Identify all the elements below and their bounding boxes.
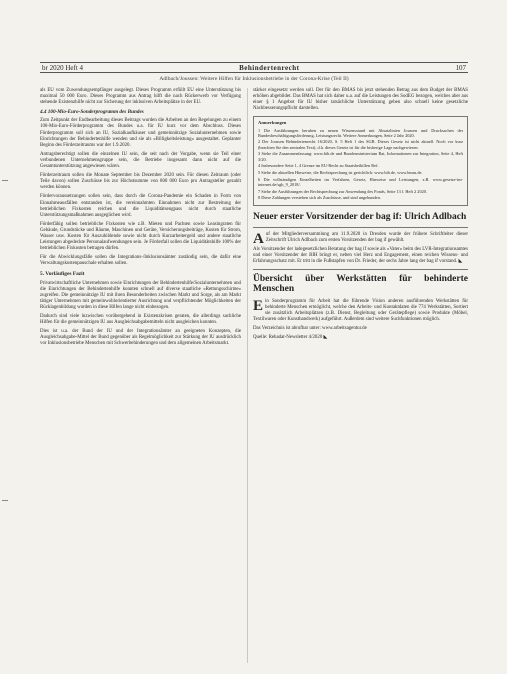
- header-journal-title: Behindertenrecht: [239, 63, 300, 72]
- intro-paragraph: als EU vom Zuwendungsempfänger ausgelegt. Dieses Programm erfüllt EU eine Unterstützung bis maximal 50 000 Euro. Dieses Programm aus Antrag hilft die nach Rückerwerb vor Verfügung stehende Existenzhilfe nicht zur Sicherung der inklusiven Arbeitsplätze in der EU.: [40, 88, 241, 106]
- article-title: Übersicht über Werkstätten für behinderte Menschen: [253, 273, 468, 295]
- endnote: 1 Die Ausführungen beruhen zu neuen Wissensstand mit Absatzlinien Joussen und Drucksachen der Bundesbeschäftigungsförderung, Leistungsrecht. Weitere Anmerkungen, Seite 2 Jahr 2020.: [258, 127, 463, 138]
- divider: [253, 269, 468, 270]
- running-header: [40, 62, 468, 73]
- header-page-number: 107: [455, 63, 466, 72]
- article-text: Als Vorsitzender der ladegesetzlichen Beratung der bag if sowie als »Vater« beim des LVR-Integrationsamtes und einer Vorsitzender der BIH bringt er, neben viel Herz und Engagement, einen reichen Wissens- und Erfahrungsschatz mit. Er tritt in die Fußstapfen von Dr. Frieder, der sechs Jahre lang der bag if vorstand.: [253, 246, 468, 264]
- body-paragraph: Förderzeitraum sollen die Monate September bis Dezember 2020 sein. Für diesen Zeitraum (oder Teile davon) sollen Zuschüsse bis zur Höchstsumme von 800 000 Euro pro Antragsteller gezahlt werden können.: [40, 173, 241, 191]
- end-of-article-icon: ◣: [458, 258, 463, 264]
- endnote: 2 Der Joussen Behindertenrecht 16/2020, S. 5 Heft 1 des SGB. Dieses Gesetz ist nicht aktuell. Noch vor kurz (beachten Sie den zentralen Text), d.h. dieses Gesetz ist für die bisherige Lage nachgewiesen.: [258, 139, 463, 150]
- body-paragraph: Zum Zeitpunkt der Endbearbeitung dieses Beitrags wurden die Arbeiten an den Regelungen zu einem 100-Mio-Euro-Förderprogramm des Bundes u.a. für IU kurz vor dem Abschluss. Dieses Förderprogramm soll sich an IU, Sozialkaufhäuser und gemeinnützige Sozialunternehmen sowie Einrichtungen der Behindertenhilfe wenden und sie als »Billigkeitsleistung« ausgestaltet. Geplanter Beginn des Förderzeitraums war der 1.9.2020.: [40, 118, 241, 148]
- drop-cap: E: [253, 297, 264, 314]
- body-paragraph: Dies ist u.a. der Bund der IU und der Integrationsämter an geeigneten Konzepten, die Ausgleichsabgabe-Mittel der Bund gegenüber als Regelmöglichkeit zur Stärkung der IU ausdrücklich vor Inklusionsbetriebe Menschen mit Schwerbehinderungen und dem allgemeinen Arbeitsmarkt.: [40, 329, 241, 347]
- endnote: 3 Siehe die Zusammenfassung: www.bih.de und Bundesministerium Rat, Informationen zur Integration, Seite 4, Heft 3/20.: [258, 151, 463, 162]
- endnote: 5 Siehe die aktuellen Hinweise, die Rechtsprechung ist gerichtlich: www.bih.de, www.bmas.de.: [258, 170, 423, 175]
- article-text: uf der Mitgliederversammlung am 11.9.2020 in Dresden wurde der frühere Schriftleiter dieser Zeitschrift Ulrich Adlbach zum ersten Vorsitzenden der bag if gewählt.: [265, 231, 468, 243]
- endnote: 6 Die vollständigen Einzelheiten im Verfahren, Gesetz, Hinweise und Leistungen, z.B. www.gesetze-im-internet.de/sgb_9_2018/.: [258, 176, 463, 187]
- endnotes-heading: Anmerkungen: [258, 120, 287, 126]
- body-paragraph: Für die Abwicklungsfälle sollen die Integrations-/Inklusionsämter zuständig sein, die dafür eine Verwaltungskostenpauschale erhalten sollen.: [40, 255, 241, 267]
- article-text: in Sonderprogramm für Arbeit hat die führende Vision anderen ausführenden Werkstätten für behinderte Menschen ermöglicht, welche den Arbeits- und Kontaktdaten die 774 Werkstätten, Sortiert sie zusätzlich Arbeitsplätzen (z.B. Dienst, Begleitung oder Gerätepflege) sowie Produkte (Möbel, Textilwaren oder Kunsthandwerk) aufgeführt. Außerdem sind weitere Suchfunktionen möglich.: [253, 298, 468, 323]
- endnote: 8 Diese Zahlungen verstehen sich als Zuschüsse, und sind ungebunden.: [258, 195, 381, 201]
- article-source: Quelle: Rehadat-Newsletter 4/2020: [253, 335, 323, 341]
- binding-mark: [2, 180, 8, 181]
- body-paragraph: Förderfähig sollen betriebliche Fixkosten wie z.B. Mieten und Pachten sowie Leasingraten für Gebäude, Grundstücke und Räume, Maschinen und Geräte, Versicherungsbeiträge, Kosten für Strom, Wasser usw. Kosten für Auszubildende sowie nicht durch Kurzarbeitergeld und andere staatliche Leistungen abgedeckte Personalaufwendungen sein. Je Förderfall sollen die Liquiditätshilfe 100% der betrieblichen Fixkosten betragen dürfen.: [40, 221, 241, 252]
- body-paragraph: Antragsberechtigt sollen die einzelnen IU sein, die seit nach der Vorgabe, wenn sie Teil einer verbundenen Unternehmensgruppe sein, die Betriebe insgesamt dann nicht auf die Gesamtunterstützung angewiesen wären.: [40, 151, 241, 170]
- drop-cap: A: [253, 230, 264, 247]
- section-heading: 5. Vorläufiges Fazit: [40, 271, 85, 278]
- endnotes-box: [253, 116, 468, 206]
- article-paragraph: [253, 230, 468, 247]
- binding-mark: [2, 500, 8, 501]
- endnote: 7 Siehe die Ausführungen der Rechtsprechung zur Anwendung des Fonds, Seite 13 f. Heft 2 2020.: [258, 188, 427, 194]
- section-heading: 4.4 100-Mio-Euro-Sonderprogramm des Bundes: [40, 109, 144, 116]
- right-column: [253, 88, 468, 345]
- header-issue: br 2020 Heft 4: [42, 63, 84, 72]
- left-column: [40, 88, 241, 350]
- article-paragraph: Das Verzeichnis ist abrufbar unter: www.arbeitsagentur.de: [253, 326, 367, 332]
- body-paragraph: stärker eingesetzt werden soll. Der für den BMAS bis jetzt stehenden Betrag aus dem Budget der BMAS erhöhen abgebildet. Das BMAS hat sich daher u.a. auf die Leistungen des SodEG bezogen, welches aber aus einer § 1 Angebot für IU bisher tatsächliche Unterstützung geben also schnell keine gesetzliche Nachbesserungspflicht darstellen.: [253, 88, 468, 112]
- end-of-article-icon: ◣: [323, 335, 328, 341]
- article-title: Neuer erster Vorsitzender der bag if: Ulrich Adlbach: [253, 212, 467, 223]
- divider: [253, 227, 468, 228]
- body-paragraph: Dadurch sind viele inzwischen vorübergehend in Existenzkrisen geraten, die allerdings sachliche Hilfen für die gemeinnützigen IU aus Ausgleichsabgabemitteln nicht ausgleichen konnten.: [40, 314, 241, 326]
- article-paragraph: [253, 335, 468, 341]
- article-paragraph: [253, 247, 468, 265]
- column-rule: [247, 88, 248, 663]
- article-subheader: Adlbach/Joussen: Weitere Hilfen für Inklusionsbetriebe in der Corona-Krise (Teil II): [159, 76, 349, 82]
- endnote: 4 Insbesondere Seite 1, 4 Grenze im EU-Recht zu Staatsbeihilfen Ref.: [258, 163, 379, 169]
- body-paragraph: Fördervoraussetzungen sollen sein, dass durch die Corona-Pandemie ein Schaden in Form von Einnahmeausfällen entstanden ist, die vereinnahmten Einnahmen nicht zur Bestreitung der betrieblichen Fixkosten reichen und die Liquiditätsengpass nicht durch staatliche Unterstützungsmaßnahmen ausgeglichen wird.: [40, 194, 241, 218]
- article-paragraph: [253, 299, 468, 323]
- body-paragraph: Privatwirtschaftliche Unternehmen sowie Einrichtungen der Behindertenhilfe/Sozialunternehmen und die Einrichtungen der Behindertenhilfe konnten schnell auf diverse staatliche »Rettungsschirme« zugreifen. Die gemeinnützige IU mit ihren Besonderheiten zwischen Markt und Sorge, als am Markt tätiger Unternehmen mit gemeinwohlorientierter Ausrichtung und verpflichtender Möglichkeiten der Rücklagenbildung wurden in diese Hilfen lange nicht einbezogen.: [40, 280, 241, 310]
